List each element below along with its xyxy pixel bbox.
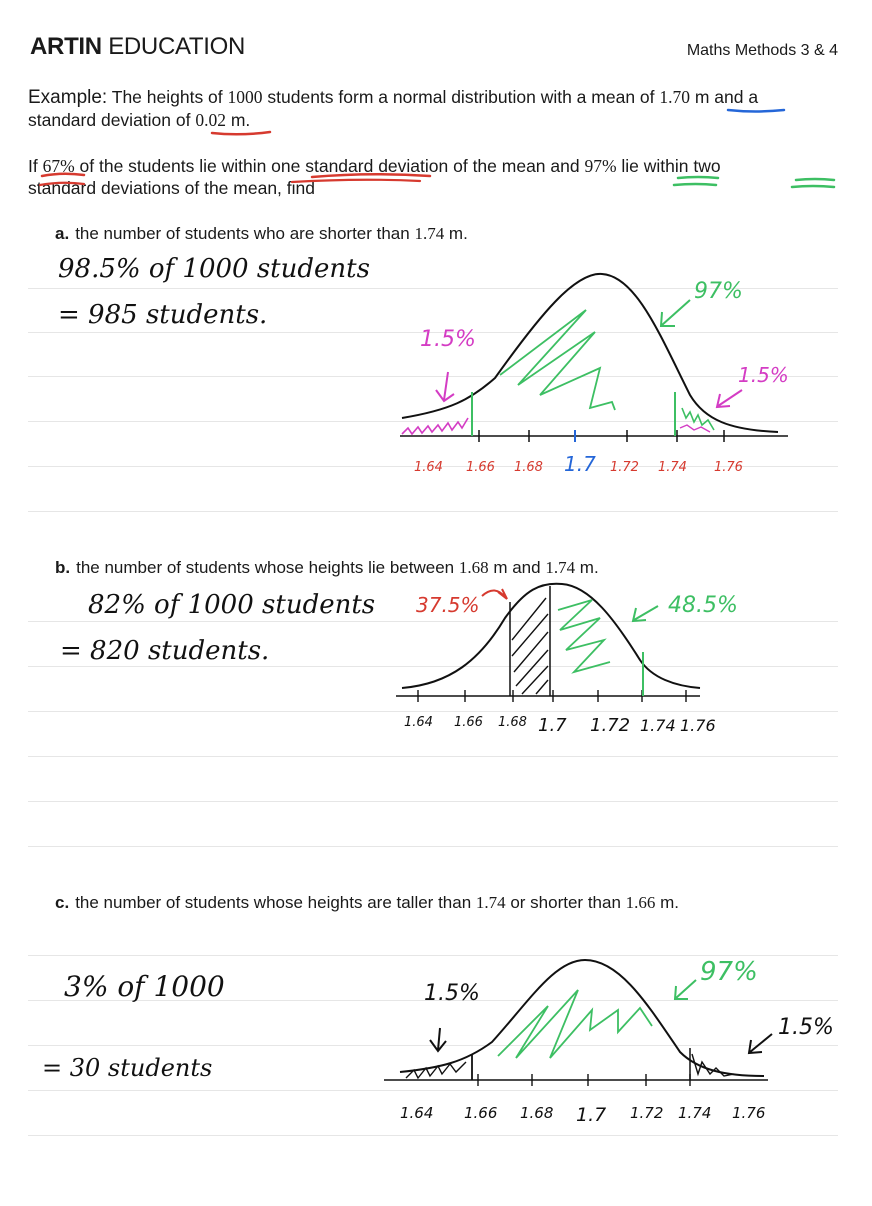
arrow-icon [749, 1034, 772, 1053]
left-tail-shading [402, 418, 468, 434]
question-c [55, 893, 679, 913]
arrow-icon [430, 1028, 446, 1051]
question-unit: m. [655, 893, 679, 912]
right-shading [558, 600, 610, 672]
question-value: 1.66 [625, 893, 656, 912]
arrow-icon [436, 372, 454, 401]
tick-label: 1.68 [520, 1104, 554, 1122]
intro-text: students form a normal distribution with a mean of [262, 87, 660, 107]
arrow-icon [675, 980, 696, 999]
brand-light: EDUCATION [101, 33, 246, 60]
center-shading [498, 990, 652, 1058]
tick-label-mean: 1.7 [564, 452, 596, 476]
answer-b-line1: 82% of 1000 students [88, 590, 376, 620]
percent-67: 67% [42, 156, 75, 176]
center-label: 97% [694, 279, 743, 304]
question-text: or shorter than [505, 893, 626, 912]
tick-label: 1.64 [414, 460, 443, 475]
tick-label: 1.74 [678, 1104, 712, 1122]
tick-label: 1.74 [640, 716, 676, 735]
question-unit: m. [575, 558, 599, 577]
answer-b-line2: = 820 students. [60, 636, 270, 666]
intro-text: The heights of [107, 87, 228, 107]
question-unit: m. [444, 224, 468, 243]
tick-label: 1.72 [610, 460, 639, 475]
percent-97: 97% [584, 156, 617, 176]
mean-value: 1.70 [659, 87, 690, 107]
tick-label: 1.76 [714, 460, 743, 475]
tick-label: 1.66 [464, 1104, 498, 1122]
answer-a-line1: 98.5% of 1000 students [58, 254, 370, 284]
arrow-icon [661, 300, 690, 326]
right-part-label: 48.5% [668, 593, 738, 618]
tick-label: 1.76 [732, 1104, 766, 1122]
tick-label: 1.72 [630, 1104, 664, 1122]
axis [396, 690, 700, 702]
left-part-label: 37.5% [416, 593, 480, 617]
hatch-shading [512, 598, 548, 694]
tick-label: 1.66 [454, 715, 483, 730]
intro-text: standard deviations of the mean, find [28, 178, 315, 198]
student-count: 1000 [227, 87, 263, 107]
intro-text: m. [225, 110, 251, 130]
question-text: m and [488, 558, 546, 577]
tick-label: 1.64 [400, 1104, 434, 1122]
normal-curve-figure-b [390, 580, 790, 740]
normal-curve-figure-c [380, 950, 840, 1130]
axis [400, 430, 788, 442]
left-tail-label: 1.5% [420, 327, 476, 352]
sd-value: 0.02 [195, 110, 226, 130]
question-value: 1.74 [545, 558, 576, 577]
left-tail-label: 1.5% [424, 981, 480, 1006]
tick-label: 1.76 [680, 716, 716, 735]
tick-label: 1.74 [658, 460, 687, 475]
answer-c-line1: 3% of 1000 [64, 970, 225, 1003]
question-label: a. [55, 224, 70, 243]
brand-bold: ARTIN [30, 33, 102, 60]
intro-text: of the students lie within one standard deviation of the mean and [74, 156, 585, 176]
axis [384, 1074, 768, 1086]
answer-a-line2: = 985 students. [58, 300, 268, 330]
tick-label: 1.68 [514, 460, 543, 475]
center-shading [500, 310, 615, 410]
question-value: 1.68 [458, 558, 489, 577]
tick-label: 1.64 [404, 715, 433, 730]
right-tail-label: 1.5% [778, 1015, 834, 1040]
question-text: the number of students who are shorter than [75, 224, 415, 243]
tick-label: 1.66 [466, 460, 495, 475]
tick-label: 1.72 [590, 715, 631, 736]
question-value: 1.74 [414, 224, 445, 243]
intro-text: m and a [690, 87, 759, 107]
subject-title: Maths Methods 3 & 4 [686, 42, 838, 59]
ruled-line [28, 801, 838, 802]
question-label: b. [55, 558, 71, 577]
arrow-icon [482, 589, 507, 599]
ruled-line [28, 511, 838, 512]
normal-curve-figure-a [390, 260, 810, 490]
intro-text: lie within two [616, 156, 721, 176]
arrow-icon [633, 606, 658, 621]
question-value: 1.74 [475, 893, 506, 912]
center-label: 97% [700, 957, 758, 987]
question-a [55, 224, 468, 244]
question-b [55, 558, 599, 578]
tick-label: 1.68 [498, 715, 527, 730]
intro-text: If [28, 156, 43, 176]
question-text: the number of students whose heights are taller than [75, 893, 476, 912]
tick-label: 1.7 [576, 1104, 607, 1126]
example-label: Example: [28, 87, 108, 108]
question-text: the number of students whose heights lie between [76, 558, 459, 577]
ruled-line [28, 846, 838, 847]
ruled-line [28, 756, 838, 757]
right-tail-label: 1.5% [738, 363, 789, 387]
question-label: c. [55, 893, 70, 912]
tick-label: 1.7 [538, 715, 567, 736]
answer-c-line2: = 30 students [42, 1054, 213, 1082]
underline-annotations [0, 0, 872, 200]
arrow-icon [717, 390, 742, 407]
intro-text: standard deviation of [28, 110, 196, 130]
ruled-line [28, 1135, 838, 1136]
right-tail-shading [682, 408, 714, 430]
